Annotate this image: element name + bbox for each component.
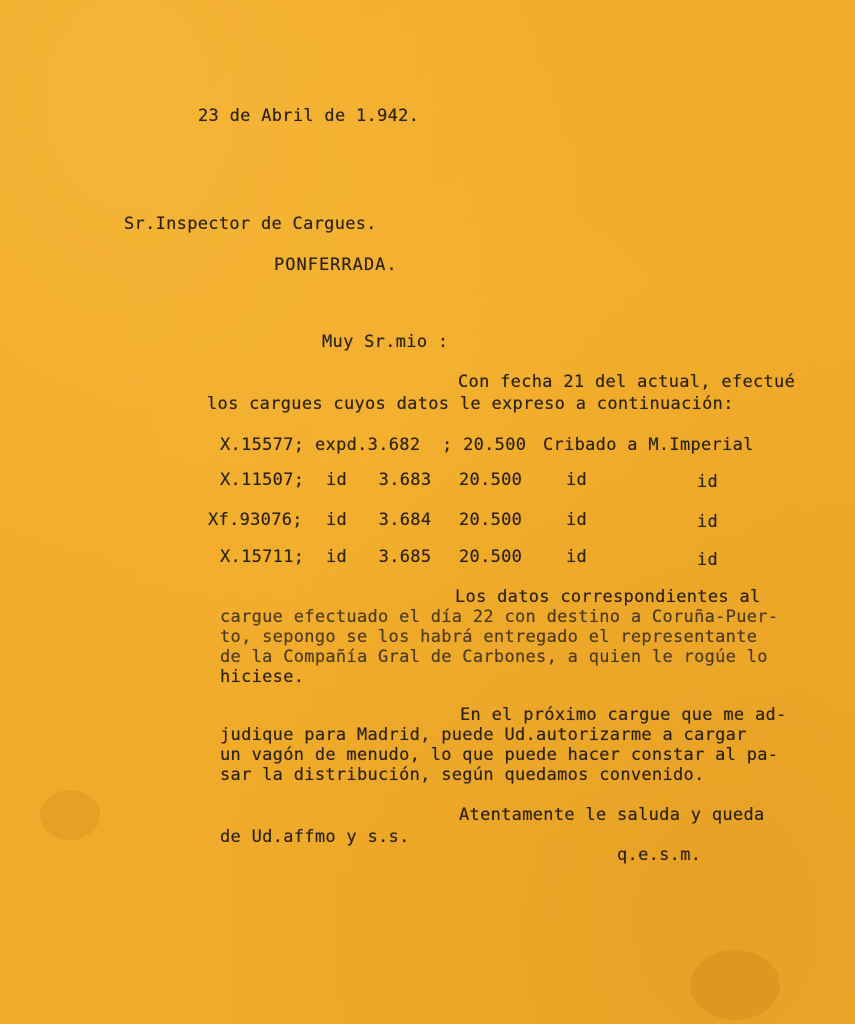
paragraph-3-line-3: un vagón de menudo, lo que puede hacer constar al pa-	[220, 745, 779, 765]
expedition-ref: id 3.685	[326, 547, 432, 567]
paper-stain	[40, 790, 100, 840]
destination: id	[697, 472, 719, 492]
weight: 20.500	[459, 510, 523, 530]
recipient-line: Sr.Inspector de Cargues.	[124, 214, 377, 234]
product: id	[566, 510, 588, 530]
product: id	[566, 547, 588, 567]
paragraph-2-line-3: to, sepongo se los habrá entregado el representante	[220, 627, 758, 647]
intro-line-2: los cargues cuyos datos le expreso a continuación:	[207, 394, 734, 414]
paragraph-2-line-5: hiciese.	[220, 667, 305, 687]
wagon-number: X.11507;	[220, 470, 305, 490]
paragraph-2-line-2: cargue efectuado el día 22 con destino a Coruña-Puer-	[220, 607, 779, 627]
expedition-ref: id 3.683	[326, 470, 432, 490]
intro-line-1: Con fecha 21 del actual, efectué	[458, 372, 796, 392]
salutation: Muy Sr.mio :	[322, 332, 449, 352]
weight: 20.500	[459, 470, 523, 490]
paragraph-3-line-1: En el próximo cargue que me ad-	[460, 705, 787, 725]
closing-line-3: q.e.s.m.	[617, 845, 702, 865]
wagon-number: Xf.93076;	[208, 510, 303, 530]
weight: ; 20.500	[442, 435, 527, 455]
expedition-ref: id 3.684	[326, 510, 432, 530]
paragraph-2-line-4: de la Compañía Gral de Carbones, a quien le rogúe lo	[220, 647, 768, 667]
destination: id	[697, 550, 719, 570]
paragraph-3-line-4: sar la distribución, según quedamos convenido.	[220, 765, 705, 785]
expedition-ref: expd.3.682	[315, 435, 421, 455]
paragraph-3-line-2: judique para Madrid, puede Ud.autorizarme a cargar	[220, 725, 747, 745]
recipient-city: PONFERRADA.	[274, 255, 398, 275]
wagon-number: X.15577;	[220, 435, 305, 455]
product: Cribado a M.Imperial	[543, 435, 754, 455]
weight: 20.500	[459, 547, 523, 567]
destination: id	[697, 512, 719, 532]
paragraph-2-line-1: Los datos correspondientes al	[455, 587, 761, 607]
closing-line-2: de Ud.affmo y s.s.	[220, 827, 410, 847]
closing-line-1: Atentamente le saluda y queda	[459, 805, 765, 825]
product: id	[566, 470, 588, 490]
paper-stain	[690, 950, 780, 1020]
wagon-number: X.15711;	[220, 547, 305, 567]
letter-date: 23 de Abril de 1.942.	[198, 106, 420, 126]
